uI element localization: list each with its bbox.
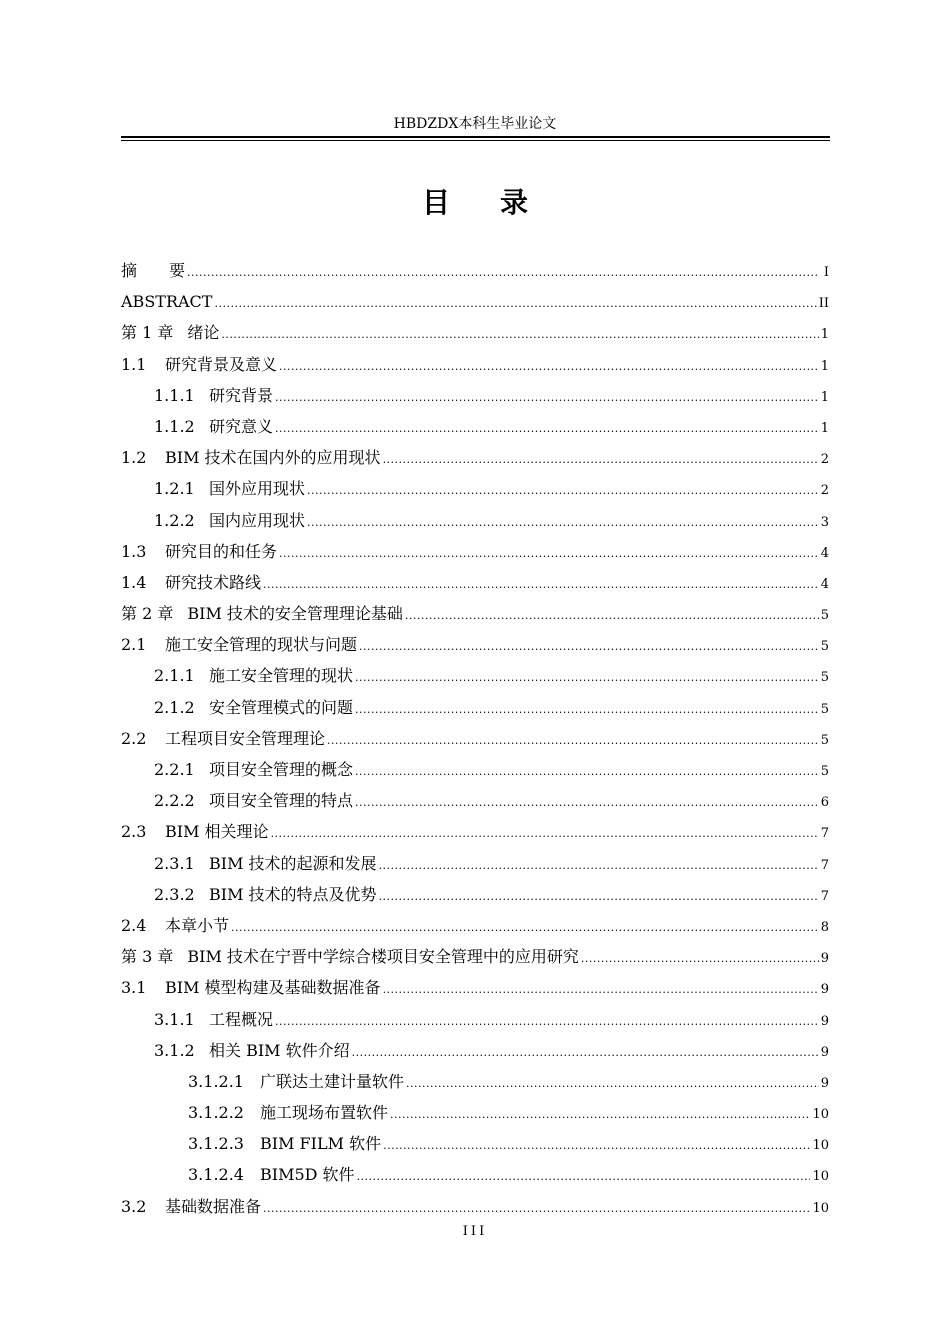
header-rule-thin	[121, 140, 830, 141]
toc-leader-dots	[279, 351, 819, 382]
toc-leader-dots	[383, 974, 819, 1005]
toc-entry-number: 2.2	[121, 728, 147, 748]
toc-entry[interactable]	[121, 505, 829, 536]
toc-entry-number: 3.2	[121, 1196, 147, 1216]
page-header: HBDZDX本科生毕业论文	[393, 116, 557, 132]
toc-leader-dots	[221, 319, 818, 350]
toc-entry-title: 本章小节	[165, 915, 230, 935]
toc-leader-dots	[352, 1037, 819, 1068]
toc-entry-page: 1	[820, 327, 829, 343]
toc-entry-number: 第 3 章	[121, 947, 174, 967]
toc-entry-page: 5	[820, 701, 829, 717]
toc-entry-page: 4	[820, 576, 829, 592]
toc-entry-page: 8	[820, 919, 829, 935]
toc-entry-title: 国内应用现状	[209, 510, 306, 530]
toc-entry-number: 1.2.1	[154, 479, 195, 499]
toc-leader-dots	[390, 1099, 810, 1130]
toc-entry-title: BIM5D 软件	[260, 1165, 355, 1185]
toc-entry-title: 研究技术路线	[165, 572, 262, 592]
toc-entry-title: 施工安全管理的现状	[209, 666, 354, 686]
toc-entry-title: BIM 模型构建及基础数据准备	[165, 978, 381, 998]
toc-entry-page: 1	[820, 389, 829, 405]
toc-entry-page: 5	[820, 608, 829, 624]
toc-entry[interactable]	[121, 286, 829, 317]
toc-entry-title: 广联达土建计量软件	[260, 1071, 405, 1091]
toc-title: 目录	[421, 186, 578, 219]
toc-leader-dots	[406, 1068, 819, 1099]
toc-entry-page: 10	[812, 1107, 829, 1123]
toc-leader-dots	[379, 881, 819, 912]
toc-entry-number: 2.2.2	[154, 791, 195, 811]
toc-entry-page: 10	[812, 1138, 829, 1154]
toc-leader-dots	[231, 912, 819, 943]
toc-leader-dots	[357, 1161, 811, 1192]
toc-entry-title: 施工安全管理的现状与问题	[165, 635, 358, 655]
toc-entry[interactable]	[121, 848, 829, 879]
toc-entry-number: 2.2.1	[154, 760, 195, 779]
toc-leader-dots	[355, 662, 819, 693]
toc-entry-page: 10	[812, 1200, 829, 1216]
toc-entry[interactable]	[121, 442, 829, 473]
toc-entry[interactable]	[121, 349, 829, 380]
toc-entry-title: BIM 技术在宁晋中学综合楼项目安全管理中的应用研究	[187, 947, 579, 967]
toc-entry-title: 研究意义	[209, 416, 274, 436]
toc-entry-page: II	[818, 296, 829, 312]
toc-entry-title: BIM 技术的安全管理理论基础	[187, 604, 403, 624]
toc-entry-title: 安全管理模式的问题	[209, 697, 354, 717]
toc-leader-dots	[275, 1006, 819, 1037]
toc-entry-page: 7	[820, 888, 829, 904]
toc-entry-page: 5	[820, 670, 829, 686]
toc-entry-number: 1.2.2	[154, 510, 195, 530]
toc-entry[interactable]	[121, 536, 829, 567]
toc-entry-page: 9	[820, 1044, 829, 1060]
toc-entry-number: 2.4	[121, 915, 147, 935]
toc-entry-number: 3.1.1	[154, 1009, 195, 1029]
toc-entry-page: 9	[820, 1075, 829, 1091]
toc-entry-number: 2.3.2	[154, 884, 195, 904]
toc-leader-dots	[279, 538, 819, 569]
toc-entry[interactable]	[121, 1191, 829, 1222]
toc-entry-number: 3.1.2	[154, 1040, 195, 1060]
toc-entry-title: 施工现场布置软件	[260, 1103, 389, 1123]
toc-entry[interactable]	[121, 816, 829, 847]
toc-entry-number: 2.1	[121, 635, 147, 655]
toc-leader-dots	[581, 943, 819, 974]
toc-entry-number: 3.1	[121, 978, 147, 998]
toc-entry-title: BIM 相关理论	[165, 822, 269, 842]
toc-entry-title: ABSTRACT	[121, 292, 213, 312]
toc-entry-title: 研究背景	[209, 385, 274, 405]
toc-entry-title: 项目安全管理的特点	[209, 791, 354, 811]
toc-entry-title: 研究背景及意义	[165, 354, 278, 374]
toc-entry[interactable]	[121, 1159, 829, 1190]
toc-entry-number: 3.1.2.2	[188, 1103, 244, 1123]
toc-entry-number: 3.1.2.1	[188, 1071, 244, 1091]
toc-entry-title: 项目安全管理的概念	[209, 760, 354, 779]
toc-entry-number: 1.4	[121, 572, 147, 592]
toc-entry-title: 工程项目安全管理理论	[165, 728, 326, 748]
toc-entry[interactable]	[121, 411, 829, 442]
toc-entry-page: 5	[820, 732, 829, 748]
toc-leader-dots	[355, 756, 819, 787]
toc-leader-dots	[355, 694, 819, 725]
toc-entry-page: 7	[820, 857, 829, 873]
toc-entry[interactable]	[121, 972, 829, 1003]
toc-entry-page: 1	[820, 358, 829, 374]
toc-entry-number: 第 2 章	[121, 604, 174, 624]
toc-leader-dots	[307, 507, 819, 538]
toc-entry-page: 10	[812, 1169, 829, 1185]
toc-entry-title: 绪论	[187, 323, 220, 343]
toc-entry-title: 摘 要	[121, 261, 186, 280]
toc-entry[interactable]	[121, 1097, 829, 1128]
toc-entry-title: 相关 BIM 软件介绍	[209, 1040, 350, 1060]
toc-entry[interactable]	[121, 660, 829, 691]
toc-entry[interactable]	[121, 941, 829, 972]
toc-entry-number: 3.1.2.4	[188, 1165, 244, 1185]
toc-entry[interactable]	[121, 785, 829, 816]
toc-leader-dots	[214, 288, 816, 319]
header-rule-thick	[121, 136, 830, 138]
toc-entry-page: 4	[820, 545, 829, 561]
table-of-contents	[121, 255, 829, 1222]
toc-entry-page: 1	[820, 420, 829, 436]
toc-entry-number: 2.3.1	[154, 853, 195, 873]
toc-leader-dots	[275, 413, 819, 444]
toc-entry-title: BIM 技术在国内外的应用现状	[165, 448, 381, 468]
toc-leader-dots	[355, 787, 819, 818]
toc-entry-page: 5	[820, 639, 829, 655]
toc-leader-dots	[383, 1130, 810, 1161]
toc-entry[interactable]	[121, 879, 829, 910]
toc-entry[interactable]	[121, 1128, 829, 1159]
toc-entry[interactable]	[121, 317, 829, 348]
toc-entry-number: 2.1.1	[154, 666, 195, 686]
toc-entry-page: 9	[820, 982, 829, 998]
toc-entry-number: 2.3	[121, 822, 147, 842]
toc-entry-title: 研究目的和任务	[165, 541, 278, 561]
toc-leader-dots	[263, 1193, 810, 1224]
toc-leader-dots	[327, 725, 819, 756]
toc-entry-number: 1.1	[121, 354, 147, 374]
toc-entry-page: 9	[820, 1013, 829, 1029]
toc-entry[interactable]	[121, 567, 829, 598]
toc-entry[interactable]	[121, 473, 829, 504]
toc-entry-number: 3.1.2.3	[188, 1134, 244, 1154]
toc-entry[interactable]	[121, 1004, 829, 1035]
toc-leader-dots	[379, 850, 819, 881]
toc-entry[interactable]	[121, 380, 829, 411]
page-number: III	[462, 1224, 488, 1239]
toc-leader-dots	[263, 569, 819, 600]
toc-entry-title: BIM 技术的特点及优势	[209, 884, 377, 904]
toc-entry-number: 第 1 章	[121, 323, 174, 343]
toc-entry-page: I	[823, 265, 829, 280]
toc-leader-dots	[383, 444, 819, 475]
toc-entry-number: 1.1.2	[154, 416, 195, 436]
toc-entry-page: 5	[820, 764, 829, 779]
toc-entry-title: 基础数据准备	[165, 1196, 262, 1216]
toc-entry-page: 6	[820, 795, 829, 811]
toc-leader-dots	[307, 475, 819, 506]
toc-entry-number: 1.1.1	[154, 385, 195, 405]
toc-leader-dots	[187, 257, 819, 288]
toc-entry-page: 2	[820, 483, 829, 499]
toc-entry[interactable]	[121, 598, 829, 629]
toc-entry-title: BIM 技术的起源和发展	[209, 853, 377, 873]
toc-entry-page: 7	[820, 826, 829, 842]
toc-leader-dots	[405, 600, 819, 631]
toc-entry-page: 9	[820, 951, 829, 967]
toc-entry-number: 1.3	[121, 541, 147, 561]
toc-entry-page: 3	[820, 514, 829, 530]
toc-entry[interactable]	[121, 255, 829, 286]
toc-leader-dots	[271, 818, 819, 849]
toc-entry-title: BIM FILM 软件	[260, 1134, 382, 1154]
toc-entry[interactable]	[121, 723, 829, 754]
toc-entry-number: 2.1.2	[154, 697, 195, 717]
toc-leader-dots	[275, 382, 819, 413]
toc-entry-number: 1.2	[121, 448, 147, 468]
toc-leader-dots	[359, 631, 819, 662]
toc-entry[interactable]	[121, 910, 829, 941]
toc-entry[interactable]	[121, 1066, 829, 1097]
toc-entry[interactable]	[121, 629, 829, 660]
toc-entry-page: 2	[820, 452, 829, 468]
toc-entry[interactable]	[121, 692, 829, 723]
toc-entry-title: 工程概况	[209, 1009, 274, 1029]
toc-entry[interactable]	[121, 754, 829, 785]
toc-entry-title: 国外应用现状	[209, 479, 306, 499]
toc-entry[interactable]	[121, 1035, 829, 1066]
